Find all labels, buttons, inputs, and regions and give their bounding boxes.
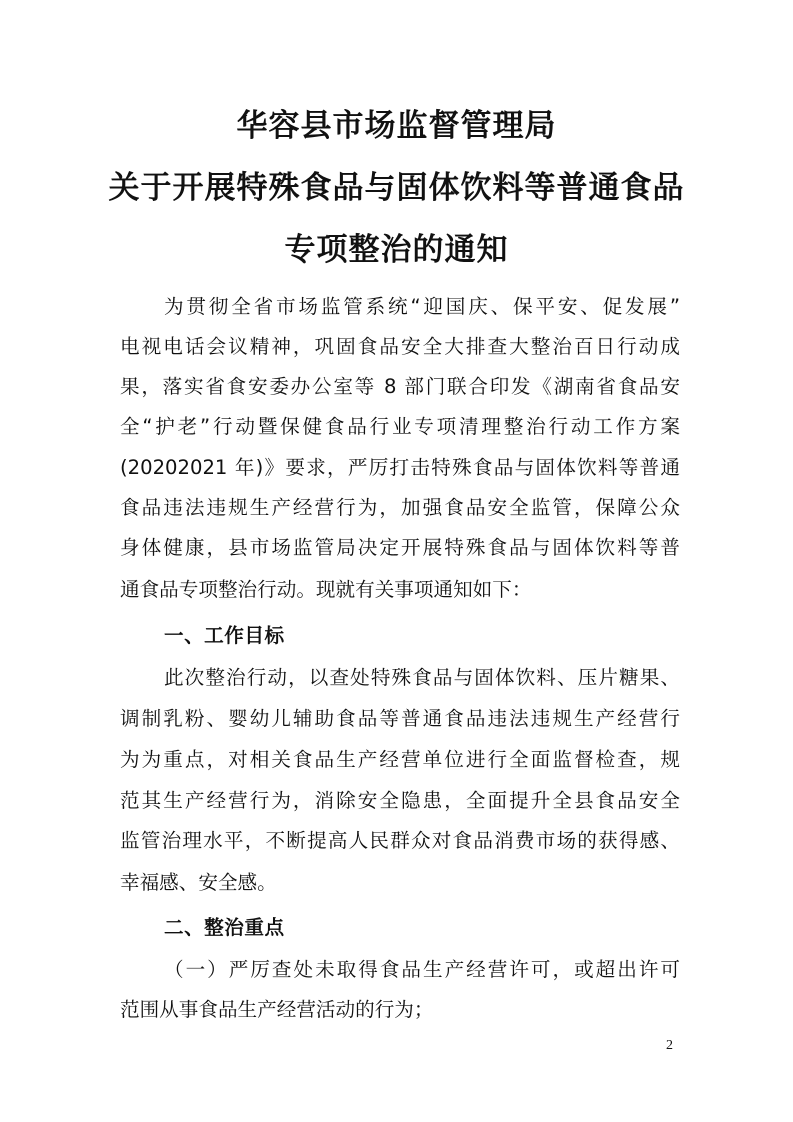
paragraph-line: 范围从事食品生产经营活动的行为； bbox=[120, 998, 434, 1021]
paragraph-line: 幸福感、安全感。 bbox=[120, 871, 277, 894]
paragraph-line: 身体健康，县市场监管局决定开展特殊食品与固体饮料等普 bbox=[120, 536, 680, 559]
paragraph-line: 食品违法违规生产经营行为，加强食品安全监管，保障公众 bbox=[120, 496, 680, 519]
paragraph-line: 调制乳粉、婴幼儿辅助食品等普通食品违法违规生产经营行 bbox=[120, 707, 680, 730]
section-heading-key-points: 二、整治重点 bbox=[164, 916, 285, 939]
paragraph-line: 范其生产经营行为，消除安全隐患，全面提升全县食品安全 bbox=[120, 789, 680, 812]
paragraph-line: 为为重点，对相关食品生产经营单位进行全面监督检查，规 bbox=[120, 748, 680, 771]
paragraph-line: 果，落实省食安委办公室等 8 部门联合印发《湖南省食品安 bbox=[120, 375, 680, 398]
paragraph-line: (20202021 年)》要求，严厉打击特殊食品与固体饮料等普通 bbox=[120, 456, 680, 479]
paragraph-line: 通食品专项整治行动。现就有关事项通知如下： bbox=[120, 578, 532, 601]
paragraph-line: 全“护老”行动暨保健食品行业专项清理整治行动工作方案 bbox=[120, 415, 680, 438]
paragraph-line: 监管治理水平，不断提高人民群众对食品消费市场的获得感、 bbox=[120, 829, 680, 852]
paragraph-line: 此次整治行动，以查处特殊食品与固体饮料、压片糖果、 bbox=[164, 666, 680, 689]
paragraph-line: 为贯彻全省市场监管系统“迎国庆、保平安、促发展” bbox=[164, 295, 680, 318]
page-number: 2 bbox=[666, 1038, 673, 1053]
document-title-line-2: 关于开展特殊食品与固体饮料等普通食品 bbox=[108, 170, 685, 206]
document-title-line-1: 华容县市场监督管理局 bbox=[236, 108, 557, 144]
document-title-line-3: 专项整治的通知 bbox=[284, 232, 509, 268]
paragraph-line: 电视电话会议精神，巩固食品安全大排查大整治百日行动成 bbox=[120, 335, 680, 358]
section-heading-work-goal: 一、工作目标 bbox=[164, 624, 285, 647]
paragraph-line: （一）严厉查处未取得食品生产经营许可，或超出许可 bbox=[164, 958, 680, 981]
